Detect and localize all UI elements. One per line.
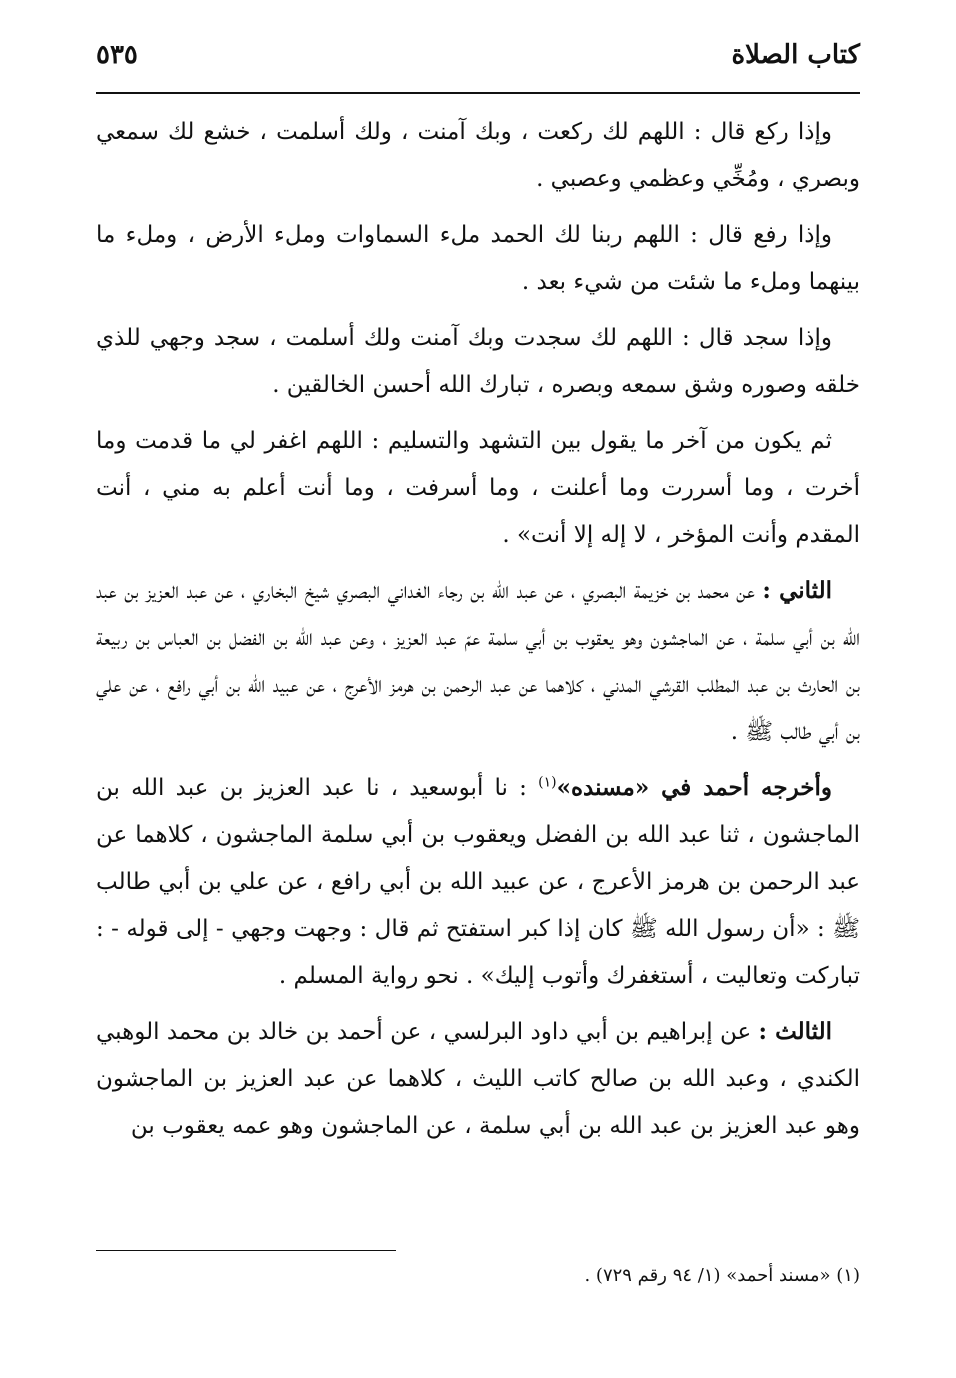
paragraph-text: وإذا سجد قال : اللهم لك سجدت وبك آمنت ولك أسلمت ، سجد وجهي للذي خلقه وصوره وشق سمعه وبصره ، تبارك الله أحسن الخالقين . [96, 325, 860, 398]
paragraph-text: عن إبراهيم بن أبي داود البرلسي ، عن أحمد بن خالد بن محمد الوهبي الكندي ، وعبد الله بن صالح كاتب الليث ، كلاهما عن عبد العزيز بن الماجشون وهو عبد العزيز بن عبد الله بن أبي سلمة ، عن الماجشون وهو عمه يعقوب بن [96, 1019, 860, 1139]
header-rule [96, 92, 860, 94]
paragraph-text: عن محمد بن خزيمة البصري ، عن عبد الله بن رجاء الغداني البصري شيخ البخاري ، عن عبد العزيز بن عبد الله بن أبي سلمة ، عن الماجشون وهو يعقوب بن أبي سلمة عمّ عبد العزيز ، وعن عبد الله بن الفضل بن العباس بن ربيعة بن الحارث بن عبد المطلب القرشي المدني ، كلاهما عن عبد الرحمن بن هرمز الأعرج ، عن عبيد الله بن أبي رافع ، عن علي بن أبي طالب ﷺ . [96, 578, 860, 745]
paragraph [96, 417, 860, 559]
paragraph [96, 108, 860, 203]
paragraph-lead: الثالث : [758, 1018, 833, 1045]
paragraph [96, 211, 860, 306]
paragraph-text: : نا أبوسعيد ، نا عبد العزيز بن عبد الله بن الماجشون ، ثنا عبد الله بن الفضل ويعقوب بن أبي سلمة الماجشون ، كلاهما عن عبد الرحمن بن هرمز الأعرج ، عن عبيد الله بن أبي رافع ، عن علي بن أبي طالب ﷺ : «أن رسول الله ﷺ كان إذا كبر استفتح ثم قال : وجهت وجهي - إلى قوله - : تباركت وتعاليت ، أستغفرك وأتوب إليك» . نحو رواية المسلم . [96, 775, 860, 989]
page-number: ٥٣٥ [96, 40, 138, 70]
book-title: كتاب الصلاة [731, 40, 860, 70]
page-header [96, 36, 860, 92]
paragraph [96, 1008, 860, 1150]
paragraph-lead: الثاني : [762, 577, 832, 604]
footnote-marker[interactable]: (١) [538, 774, 557, 791]
paragraph-text: وإذا ركع قال : اللهم لك ركعت ، وبك آمنت ، ولك أسلمت ، خشع لك سمعي وبصري ، ومُخِّي وعظمي وعصبي . [96, 119, 860, 192]
footnote: (١) «مسند أحمد» (١/ ٩٤ رقم ٧٢٩) . [584, 1265, 860, 1286]
page-body [96, 108, 860, 1158]
paragraph [96, 764, 860, 1000]
paragraph-text: ثم يكون من آخر ما يقول بين التشهد والتسليم : اللهم اغفر لي ما قدمت وما أخرت ، وما أسررت وما أعلنت ، وما أسرفت ، وما أنت أعلم به مني ، أنت المقدم وأنت المؤخر ، لا إله إلا أنت» . [96, 428, 860, 548]
paragraph-lead: وأخرجه أحمد في «مسنده» [556, 774, 832, 801]
paragraph [96, 314, 860, 409]
paragraph [96, 567, 860, 756]
footnote-rule [96, 1250, 396, 1251]
paragraph-text: وإذا رفع قال : اللهم ربنا لك الحمد ملء السماوات وملء الأرض ، وملء ما بينهما وملء ما شئت من شيء بعد . [96, 222, 860, 295]
